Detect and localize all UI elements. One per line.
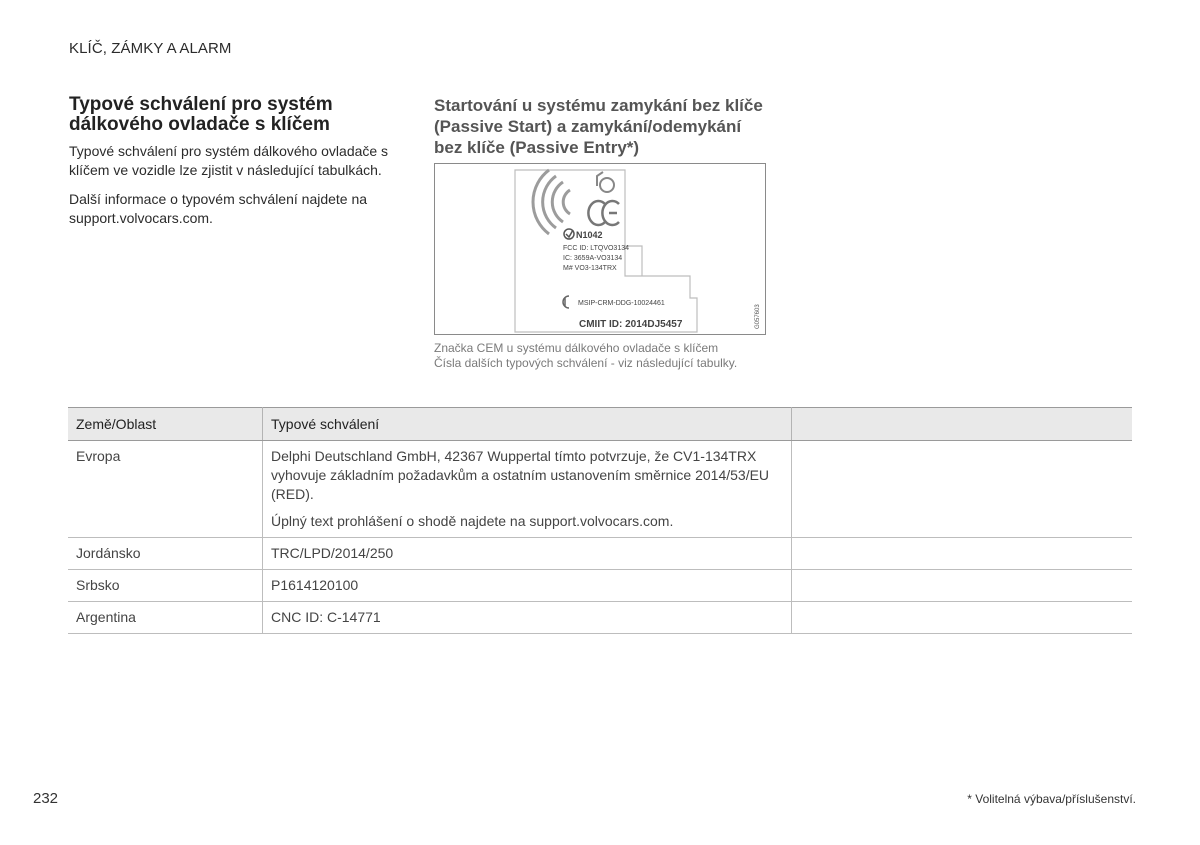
msip-text: MSIP-CRM-DDG-10024461 bbox=[578, 300, 665, 307]
right-column bbox=[434, 95, 774, 371]
fcc-id-text: FCC ID: LTQVO3134 bbox=[563, 245, 630, 252]
approval-note: Úplný text prohlášení o shodě najdete na support.volvocars.com. bbox=[271, 513, 674, 529]
header-empty bbox=[792, 408, 1133, 441]
caption-line2: Čísla dalších typových schválení - viz následující tabulky. bbox=[434, 356, 738, 370]
info-paragraph: Další informace o typovém schválení najdete na support.volvocars.com. bbox=[69, 191, 368, 226]
rcm-mark-icon bbox=[564, 229, 574, 239]
figure-ref-code: G057603 bbox=[755, 304, 761, 329]
country-cell: Srbsko bbox=[68, 570, 263, 602]
table-row bbox=[68, 441, 1132, 538]
approval-text: Delphi Deutschland GmbH, 42367 Wuppertal tímto potvrzuje, že CV1-134TRX vyhovuje základním požadavkům a ostatním ustanovením směrnice 2014/53/EU (RED). bbox=[271, 448, 770, 502]
approval-cell bbox=[263, 441, 792, 538]
intro-paragraph: Typové schválení pro systém dálkového ovladače s klíčem ve vozidle lze zjistit v následující tabulkách. bbox=[69, 143, 389, 178]
footnote: * Volitelná výbava/příslušenství. bbox=[967, 792, 1136, 806]
cmiit-text: CMIIT ID: 2014DJ5457 bbox=[579, 319, 683, 330]
page-number: 232 bbox=[33, 790, 59, 807]
model-text: M# VO3-134TRX bbox=[563, 265, 617, 272]
section-title-line1: Typové schválení pro systém bbox=[69, 94, 333, 115]
label-n-text: N1042 bbox=[576, 230, 603, 240]
country-cell: Argentina bbox=[68, 602, 263, 634]
table-row bbox=[68, 570, 1132, 602]
section-title bbox=[69, 95, 409, 135]
left-column bbox=[69, 95, 409, 238]
table-row bbox=[68, 538, 1132, 570]
table-header-row bbox=[68, 408, 1132, 441]
header-approval: Typové schválení bbox=[263, 408, 792, 441]
ce-mark-icon bbox=[588, 201, 619, 225]
empty-cell bbox=[792, 538, 1133, 570]
country-cell: Evropa bbox=[68, 441, 263, 538]
device-symbol-icon bbox=[597, 172, 614, 192]
kc-mark-icon bbox=[563, 296, 569, 308]
ic-text: IC: 3659A-VO3134 bbox=[563, 255, 623, 262]
approval-cell: TRC/LPD/2014/250 bbox=[263, 538, 792, 570]
type-approval-table bbox=[68, 407, 1132, 634]
approval-cell: CNC ID: C-14771 bbox=[263, 602, 792, 634]
cem-label-figure bbox=[434, 163, 766, 335]
subsection-title: Startování u systému zamykání bez klíče (Passive Start) a zamykání/odemykání bez klíče (Passive Entry*) bbox=[434, 96, 763, 157]
radio-waves-icon bbox=[533, 170, 570, 234]
caption-line1: Značka CEM u systému dálkového ovladače s klíčem bbox=[434, 341, 719, 355]
approval-cell: P1614120100 bbox=[263, 570, 792, 602]
empty-cell bbox=[792, 441, 1133, 538]
empty-cell bbox=[792, 602, 1133, 634]
section-header: KLÍČ, ZÁMKY A ALARM bbox=[69, 40, 232, 57]
empty-cell bbox=[792, 570, 1133, 602]
section-title-line2: dálkového ovladače s klíčem bbox=[69, 114, 330, 135]
cem-label-image bbox=[435, 164, 765, 334]
header-country: Země/Oblast bbox=[68, 408, 263, 441]
figure-caption bbox=[434, 341, 774, 371]
table-row bbox=[68, 602, 1132, 634]
country-cell: Jordánsko bbox=[68, 538, 263, 570]
